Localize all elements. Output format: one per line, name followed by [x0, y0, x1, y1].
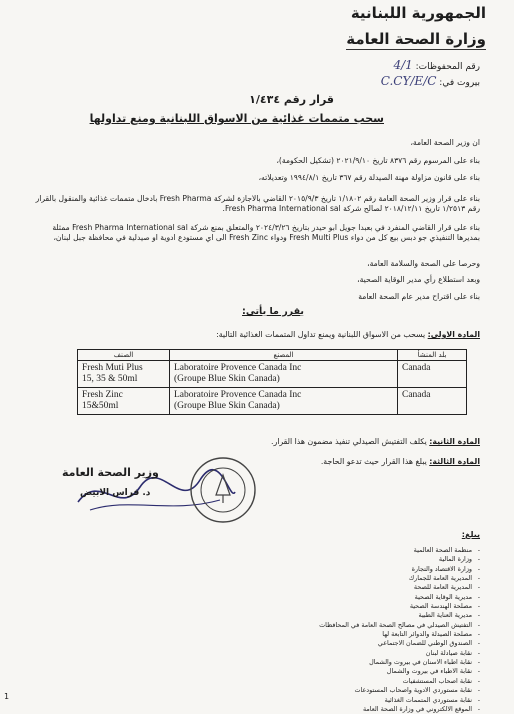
article-2-label: المادة الثانية:	[429, 437, 480, 446]
manufacturer-group: (Groupe Blue Skin Canada)	[174, 374, 280, 384]
list-item: - التفتيش الصيدلي في مصالح الصحة العامة في المحافظات	[260, 621, 480, 630]
archive-label: رقم المحفوظات:	[415, 62, 480, 72]
article-1-label: المادة الاولى:	[427, 330, 480, 339]
list-item: - المديرية العامة للجمارك	[260, 574, 480, 583]
list-item: - مديرية الوقاية الصحية	[260, 593, 480, 602]
list-item: - نقابة اطباء الاسنان في بيروت والشمال	[260, 658, 480, 667]
manufacturer-group: (Groupe Blue Skin Canada)	[174, 401, 280, 411]
article-3-label: المادة الثالثة:	[429, 457, 480, 466]
list-item: - مصلحة الصيدلة والدوائر التابعة لها	[260, 630, 480, 639]
date-value: C.CY/E/C	[380, 74, 437, 88]
page-number: 1	[4, 692, 10, 701]
product-name: Fresh Zinc	[82, 390, 123, 400]
republic-header: الجمهورية اللبنانية	[350, 4, 486, 22]
decision-title: قرار رقم ١/٤٣٤	[249, 93, 334, 106]
list-item: - المديرية العامة للصحة	[260, 583, 480, 592]
table-row	[78, 388, 467, 415]
product-sizes: 15&50ml	[82, 401, 119, 411]
list-item: - الصندوق الوطني للضمان الاجتماعي	[260, 639, 480, 648]
header-product: الصنف	[78, 350, 170, 361]
list-item: - الموقع الالكتروني في وزارة الصحة العامة	[260, 705, 480, 714]
header-country: بلد المنشأ	[398, 350, 467, 361]
list-item: - مصلحة الهندسة الصحية	[260, 602, 480, 611]
ministry-stamp-seal	[188, 455, 258, 525]
preamble-line: وحرصا على الصحة والسلامة العامة،	[367, 259, 480, 268]
product-name: Fresh Muti Plus	[82, 363, 143, 373]
list-item: - نقابة صيادلة لبنان	[260, 649, 480, 658]
article-2-text: يكلف التفتيش الصيدلي تنفيذ مضمون هذا القرار.	[270, 437, 427, 446]
preamble-line: بناء على قرار وزير الصحة العامة رقم ١/١٨٠٢ تاريخ ٢٠١٥/٩/٣ القاضي بالاجازة لشركة Fresh Pharma بادخال متممات غذائية والمنقول بالقرار رقم ١/٢٥١٣ تاريخ ٢٠١٨/١٢/١١ لصالح شركة Fresh Pharma International sal.	[35, 194, 480, 213]
decision-subject: سحب متممات غذائية من الاسواق اللبنانية ومنع تداولها	[89, 112, 384, 125]
archive-number	[393, 58, 480, 72]
copies-list	[260, 546, 480, 714]
header-manufacturer: المصنع	[170, 350, 398, 361]
preamble-line: بناء على قانون مزاولة مهنة الصيدلة رقم ٣٦٧ تاريخ ١٩٩٤/٨/١ وتعديلاته،	[258, 173, 480, 182]
date-label: بيروت في:	[439, 78, 480, 88]
article-1-text: يسحب من الاسواق اللبنانية ويمنع تداول المتممات الغذائية التالية:	[216, 330, 426, 339]
list-item: - مديرية العناية الطبية	[260, 611, 480, 620]
list-item: - نقابة مستوردي المتممات الغذائية	[260, 696, 480, 705]
manufacturer-name: Laboratoire Provence Canada Inc	[174, 390, 302, 400]
preamble-line: ان وزير الصحة العامة،	[410, 138, 480, 147]
table-row	[78, 361, 467, 388]
preamble-line: بناء على المرسوم رقم ٨٣٧٦ تاريخ ٢٠٢١/٩/١٠ (تشكيل الحكومة)،	[276, 156, 480, 165]
article-1	[30, 330, 480, 339]
issue-date	[381, 74, 480, 88]
table-header-row	[78, 350, 467, 361]
products-table	[77, 349, 467, 415]
decides-heading: يقرر ما يأتي:	[242, 306, 304, 317]
list-item: - نقابة الاطباء في بيروت والشمال	[260, 667, 480, 676]
cell-product	[78, 361, 170, 388]
article-2	[30, 437, 480, 446]
cell-country: Canada	[398, 388, 467, 415]
cell-product	[78, 388, 170, 415]
list-item: - نقابة اصحاب المستشفيات	[260, 677, 480, 686]
list-item: - وزارة المالية	[260, 555, 480, 564]
preamble-line: بناء على اقتراح مدير عام الصحة العامة	[358, 292, 480, 301]
cell-manufacturer	[170, 361, 398, 388]
preamble-line: وبعد استطلاع رأي مدير الوقاية الصحية،	[357, 275, 480, 284]
list-item: - وزارة الاقتصاد والتجارة	[260, 565, 480, 574]
cell-manufacturer	[170, 388, 398, 415]
product-sizes: 15, 35 & 50ml	[82, 374, 138, 384]
list-item: - نقابة مستوردي الادوية واصحاب المستودعات	[260, 686, 480, 695]
signature-title: وزير الصحة العامة	[62, 466, 159, 479]
copies-label: يبلغ:	[461, 530, 480, 539]
list-item: - منظمة الصحة العالمية	[260, 546, 480, 555]
signature-name: د. فراس الابيض	[80, 488, 151, 498]
ministry-header: وزارة الصحة العامة	[346, 30, 486, 48]
manufacturer-name: Laboratoire Provence Canada Inc	[174, 363, 302, 373]
archive-value: 4/1	[393, 58, 413, 72]
article-3-text: يبلغ هذا القرار حيث تدعو الحاجة.	[320, 457, 427, 466]
cell-country: Canada	[398, 361, 467, 388]
preamble-line: بناء على قرار القاضي المنفرد في بعبدا جويل ابو حيدر بتاريخ ٢٠٢٤/٣/٢٦ والمتعلق بمنع شركة Fresh Pharma International sal ممثلة بمديرها التنفيذي جو دبس بيع كل من دواء Fresh Multi Plus ودواء Fresh Zinc الى اي مستودع ادوية او صيدلية في محافظة جبل لبنان،	[52, 223, 480, 242]
